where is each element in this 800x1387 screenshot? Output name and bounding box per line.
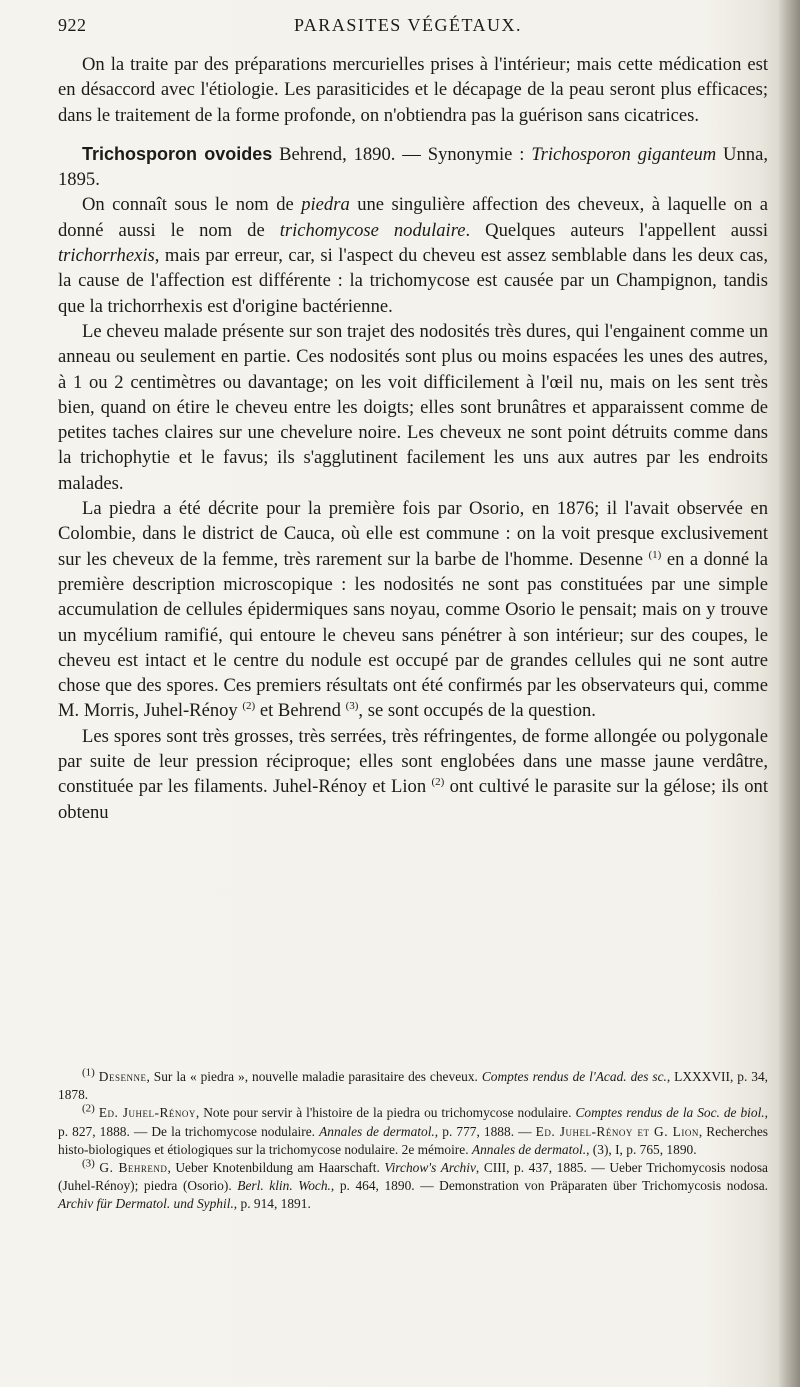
paragraph-symptoms: Le cheveu malade présente sur son trajet des nodosités très dures, qui l'engainent comme un anneau ou seulement en partie. Ces nodosités sont plus ou moins espacées les unes des autres, à 1 ou 2 centimètres ou davantage; on les voit difficilement à l'œil nu, mais on les sent très bien, quand on étire le cheveu entre les doigts; elles sont brunâtres et apparaissent comme de petites taches claires sur une chevelure noire. Les cheveux ne sont point détruits comme dans la trichophytie et le favus; ils s'agglutinent facilement les uns aux autres par les endroits malades. [58,320,768,494]
running-title: PARASITES VÉGÉTAUX. [293,15,523,35]
page-edge-shadow [778,0,800,1387]
main-text [58,52,768,825]
paragraph-piedra-definition: On connaît sous le nom de piedra une singulière affection des cheveux, à laquelle on a donné aussi le nom de trichomycose nodulaire. Quelques auteurs l'appellent aussi trichorrhexis, mais par erreur, car, si l'aspect du cheveu est assez semblable dans les deux cas, la cause de l'affection est différente : la trichomycose est causée par un Champignon, tandis que la trichorrhexis est d'origine bactérienne. [58,194,768,317]
footnote-ref: (1) [648,548,662,561]
page-number: 922 [58,15,87,35]
footnote-3: $^{(3)}$ G. Behrend, Ueber Knotenbildung am Haarschaft. Virchow's Archiv, CIII, p. 437, 1885. — Ueber Trichomycosis nodosa (Juhel-Rénoy); piedra (Osorio). Berl. klin. Woch., p. 464, 1890. — Demonstration von Präparaten über Trichomycosis nodosa. Archiv für Dermatol. und Syphil., p. 914, 1891. [58,1157,769,1212]
footnote-ref: (2) [242,700,256,713]
section-title: Trichosporon ovoides [82,143,273,164]
synonym: Trichosporon giganteum [531,143,717,165]
footnote-ref: (3) [345,700,359,713]
footnote-1: $^{(1)}$ Desenne, Sur la « piedra », nouvelle maladie parasitaire des cheveux. Comptes rendus de l'Acad. des sc., LXXXVII, p. 34, 1878. [58,1066,768,1103]
section-heading-paragraph: Trichosporon ovoides Behrend, 1890. — Synonymie : Trichosporon giganteum Unna, 1895. [58,143,768,191]
footnote-ref: (2) [431,776,445,789]
footnote-2: $^{(2)}$ Ed. Juhel-Rénoy, Note pour servir à l'histoire de la piedra ou trichomycose nodulaire. Comptes rendus de la Soc. de biol., p. 827, 1888. — De la trichomycose nodulaire. Annales de dermatol., p. 777, 1888. — Ed. Juhel-Rénoy et G. Lion, Recherches histo-biologiques et étiologiques sur la trichomycose nodulaire. 2e mémoire. Annales de dermatol., (3), I, p. 765, 1890. [58,1102,769,1157]
intro-paragraph: On la traite par des préparations mercurielles prises à l'intérieur; mais cette médication est en désaccord avec l'étiologie. Les parasiticides et le décapage de la peau seront plus efficaces; dans le traitement de la forme profonde, on n'obtiendra pas la guérison sans cicatrices. [58,54,768,126]
footnotes [58,1068,768,1214]
paragraph-history: La piedra a été décrite pour la première fois par Osorio, en 1876; il l'avait observée en Colombie, dans le district de Cauca, où elle est commune : on la voit presque exclusivement sur les cheveux de la femme, très rarement sur la barbe de l'homme. Desenne $^{(1)}$ en a donné la première description microscopique : les nodosités ne sont pas constituées par une simple accumulation de cellules épidermiques sans noyau, comme Osorio le pensait; mais on y trouve un mycélium ramifié, qui entoure le cheveu sans pénétrer à son intérieur; sur des coupes, le cheveu est intact et le centre du nodule est occupé par de grandes cellules qui ne sont autre chose que des spores. Ces premiers résultats ont été confirmés par les observateurs qui, comme M. Morris, Juhel-Rénoy $^{(2)}$ et Behrend $^{(3)}$, se sont occupés de la question. [58,498,768,722]
running-header [58,15,758,39]
paragraph-spores: Les spores sont très grosses, très serrées, très réfringentes, de forme allongée ou polygonale par suite de leur pression réciproque; elles sont englobées dans une masse jaune verdâtre, constituée par les filaments. Juhel-Rénoy et Lion $^{(2)}$ ont cultivé le parasite sur la gélose; ils ont obtenu [58,725,768,823]
